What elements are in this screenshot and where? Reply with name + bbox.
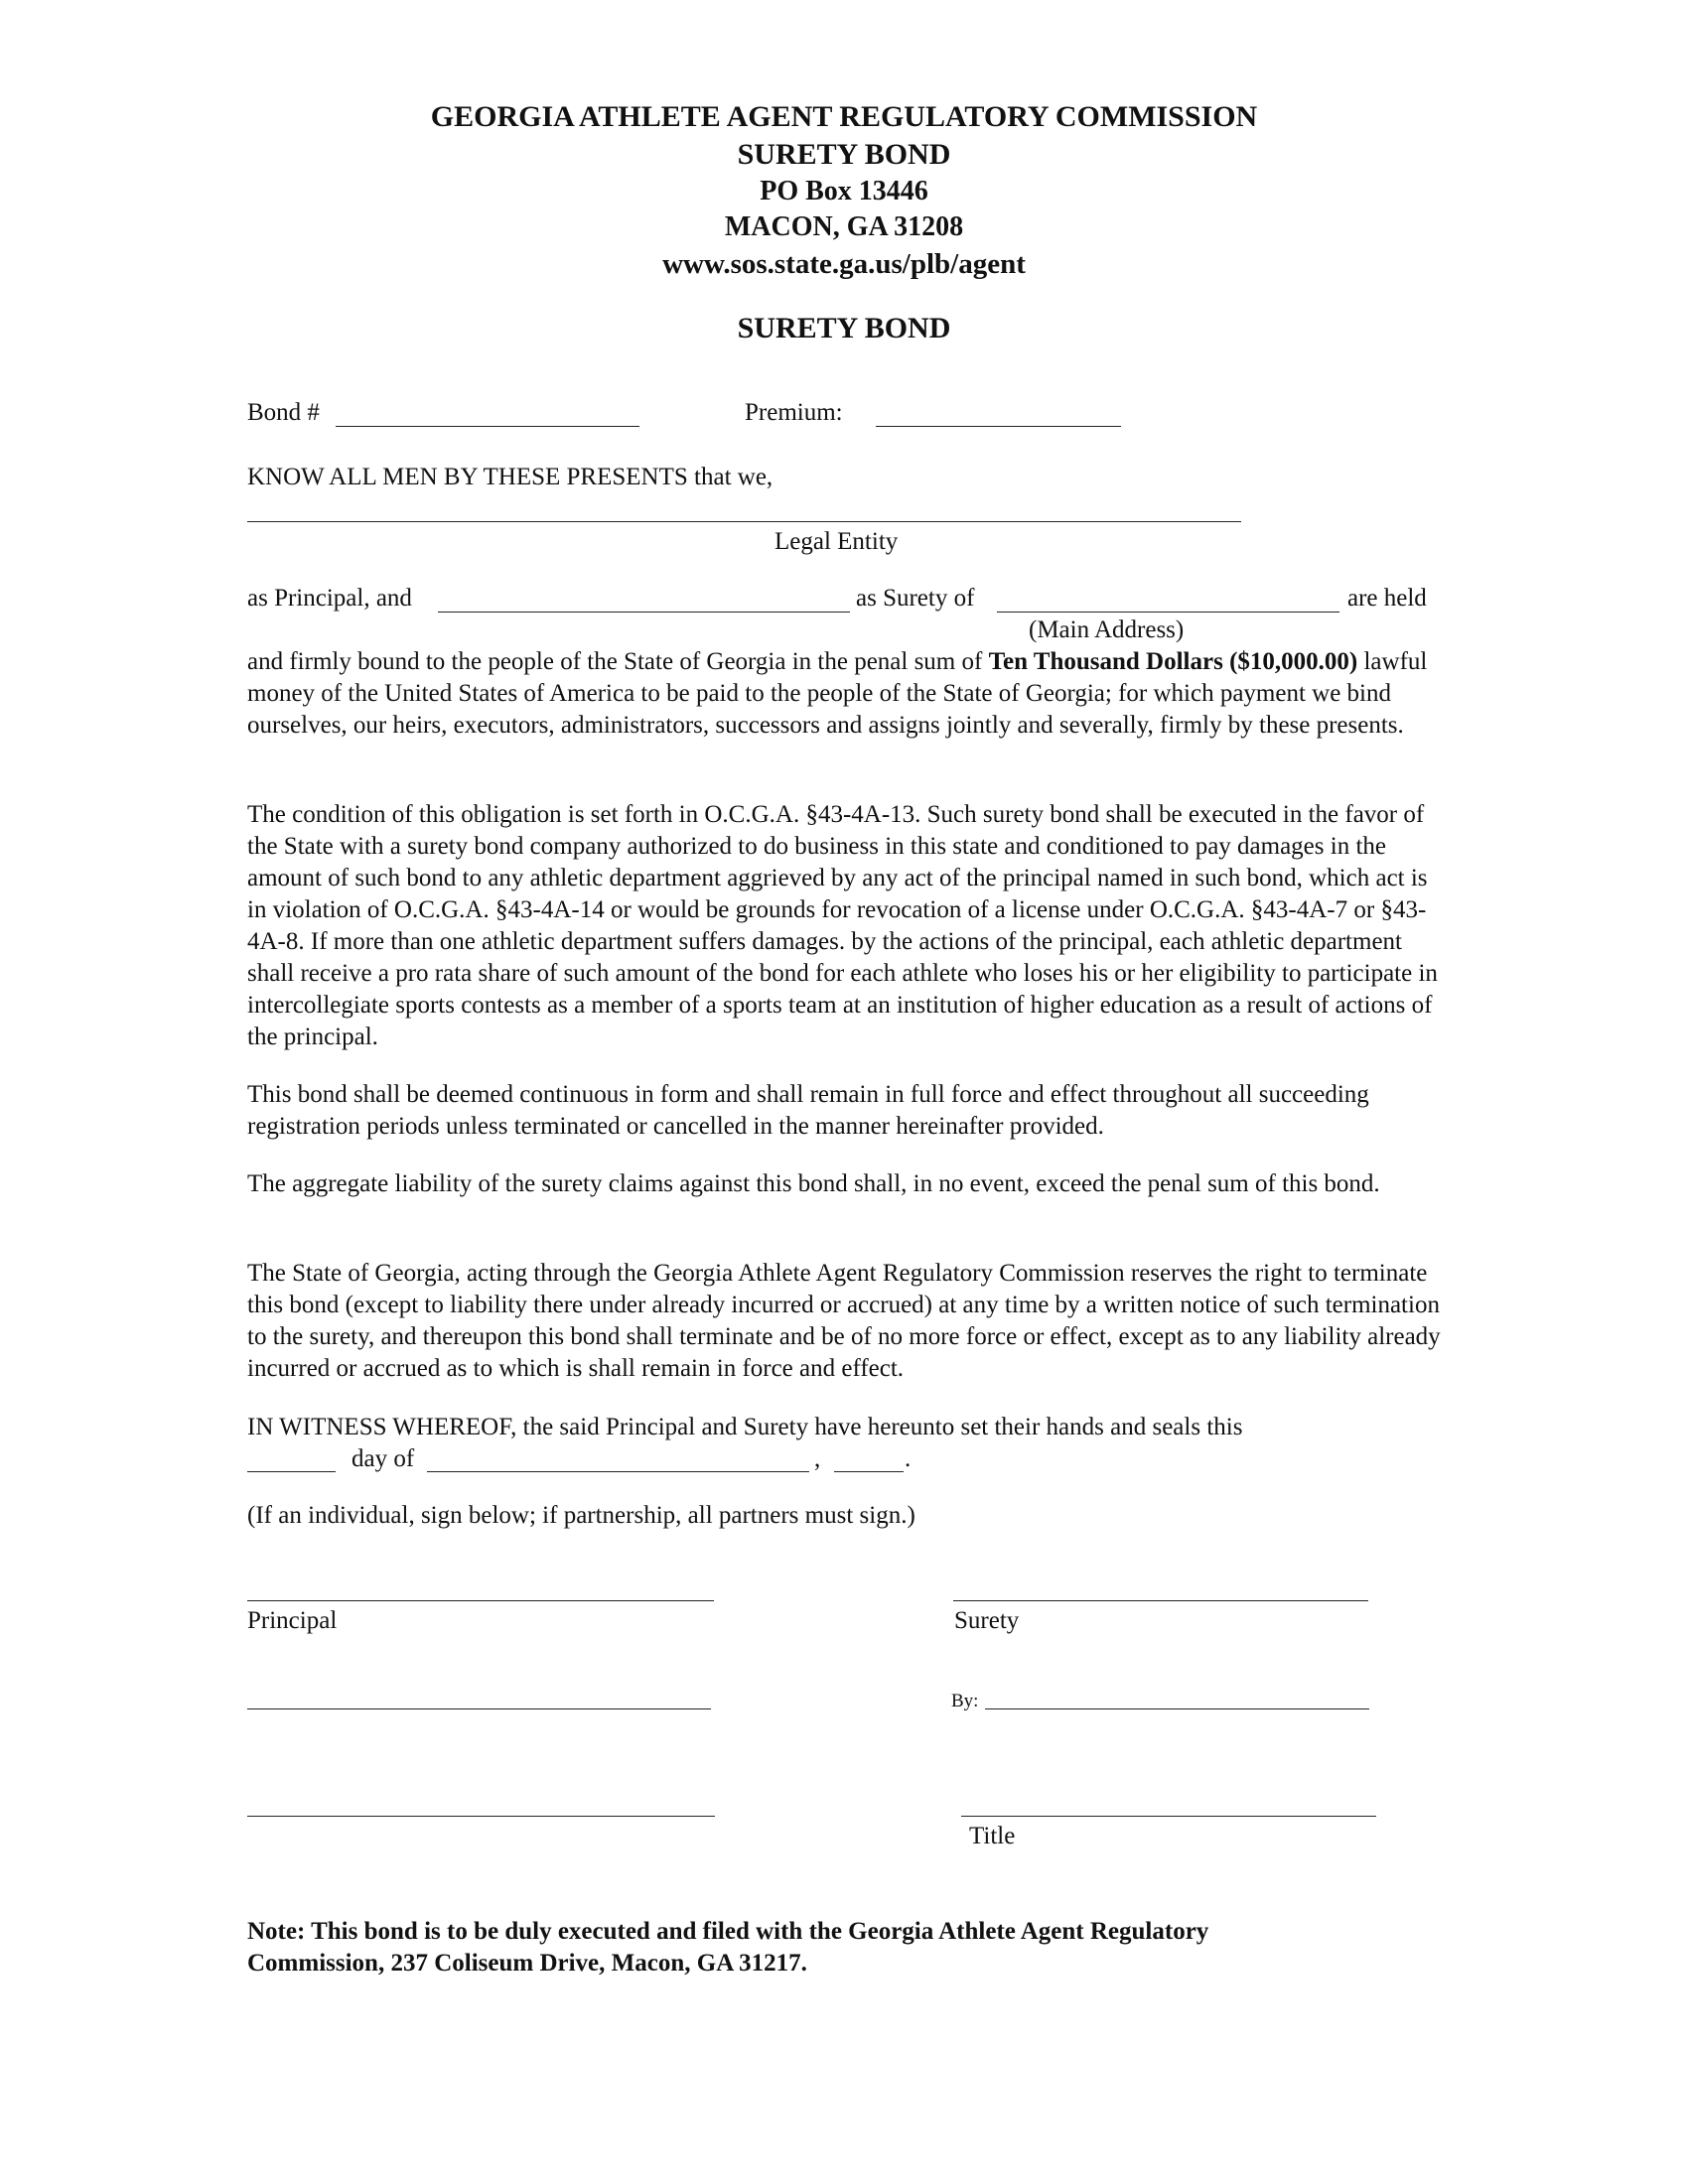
premium-field[interactable] <box>876 426 1121 427</box>
website: www.sos.state.ga.us/plb/agent <box>662 248 1026 280</box>
document-title: SURETY BOND <box>737 312 951 344</box>
amount-in-numbers: ($10,000.00) <box>1229 648 1358 675</box>
principal-signature-line[interactable] <box>247 1600 714 1601</box>
bond-number-field[interactable] <box>336 426 639 427</box>
legal-entity-field[interactable] <box>247 521 1241 522</box>
bound-text-start: and firmly bound to the people of the State of Georgia in the penal sum of <box>247 648 989 675</box>
witness-text: IN WITNESS WHEREOF, the said Principal and Surety have hereunto set their hands and seals this <box>247 1414 1243 1440</box>
surety-signature-line[interactable] <box>953 1600 1368 1601</box>
commission-title: GEORGIA ATHLETE AGENT REGULATORY COMMISSION <box>430 100 1258 133</box>
witness-year-field[interactable] <box>834 1471 904 1472</box>
as-principal-text: as Principal, and <box>247 585 412 612</box>
period-text: . <box>905 1445 912 1472</box>
amount-in-words: Ten Thousand Dollars <box>988 648 1223 675</box>
witness-month-field[interactable] <box>427 1471 809 1472</box>
as-surety-of-text: as Surety of <box>856 585 975 612</box>
form-type-heading: SURETY BOND <box>737 138 951 171</box>
are-held-text: are held <box>1347 585 1427 612</box>
surety-name-field[interactable] <box>438 612 850 613</box>
day-of-text: day of <box>352 1445 415 1472</box>
continuous-paragraph: This bond shall be deemed continuous in form and shall remain in full force and effect throughout all succeeding registration periods unless terminated or cancelled in the manner hereinafter provided. <box>247 1081 1369 1140</box>
bound-paragraph <box>247 646 1449 742</box>
bound-text-rest: lawful money of the United States of America to be paid to the people of the State of Georgia; for which payment we bind ourselves, our heirs, executors, administrators, successors and assigns jointly and severally, firmly by these presents. <box>247 648 1428 739</box>
legal-entity-caption: Legal Entity <box>774 528 899 555</box>
city-line: MACON, GA 31208 <box>724 211 964 242</box>
by-label: By: <box>951 1691 979 1711</box>
aggregate-paragraph: The aggregate liability of the surety claims against this bond shall, in no event, exceed the penal sum of this bond. <box>247 1170 1380 1197</box>
po-box: PO Box 13446 <box>760 176 928 206</box>
comma-text: , <box>814 1445 821 1472</box>
principal-label: Principal <box>247 1607 338 1634</box>
note-line-2: Commission, 237 Coliseum Drive, Macon, GA 31217. <box>247 1950 807 1977</box>
main-address-caption: (Main Address) <box>1029 616 1185 643</box>
bond-number-label: Bond # <box>247 399 320 426</box>
title-label: Title <box>969 1823 1016 1849</box>
title-line[interactable] <box>961 1816 1376 1817</box>
by-signature-line[interactable] <box>985 1708 1369 1709</box>
note-line-1: Note: This bond is to be duly executed and filed with the Georgia Athlete Agent Regulatory <box>247 1918 1209 1945</box>
surety-label: Surety <box>954 1607 1020 1634</box>
sign-instruction: (If an individual, sign below; if partnership, all partners must sign.) <box>247 1502 915 1529</box>
condition-paragraph: The condition of this obligation is set forth in O.C.G.A. §43-4A-13. Such surety bond shall be executed in the favor of the State with a surety bond company authorized to do business in this state and conditioned to pay damages in the amount of such bond to any athletic department aggrieved by any act of the principal named in such bond, which act is in violation of O.C.G.A. §43-4A-14 or would be grounds for revocation of a license under O.C.G.A. §43-4A-7 or §43-4A-8. If more than one athletic department suffers damages. by the actions of the principal, each athletic department shall receive a pro rata share of such amount of the bond for each athlete who loses his or her eligibility to participate in intercollegiate sports contests as a member of a sports team at an institution of higher education as a result of actions of the principal. <box>247 801 1438 1050</box>
premium-label: Premium: <box>745 399 843 426</box>
main-address-field[interactable] <box>997 612 1339 613</box>
principal-signature-line-2[interactable] <box>247 1708 711 1709</box>
witness-day-field[interactable] <box>247 1471 336 1472</box>
know-all-text: KNOW ALL MEN BY THESE PRESENTS that we, <box>247 464 774 490</box>
termination-paragraph: The State of Georgia, acting through the Georgia Athlete Agent Regulatory Commission reserves the right to terminate this bond (except to liability there under already incurred or accrued) at any time by a written notice of such termination to the surety, and thereupon this bond shall terminate and be of no more force or effect, except as to any liability already incurred or accrued as to which is shall remain in force and effect. <box>247 1260 1441 1382</box>
principal-signature-line-3[interactable] <box>247 1816 715 1817</box>
